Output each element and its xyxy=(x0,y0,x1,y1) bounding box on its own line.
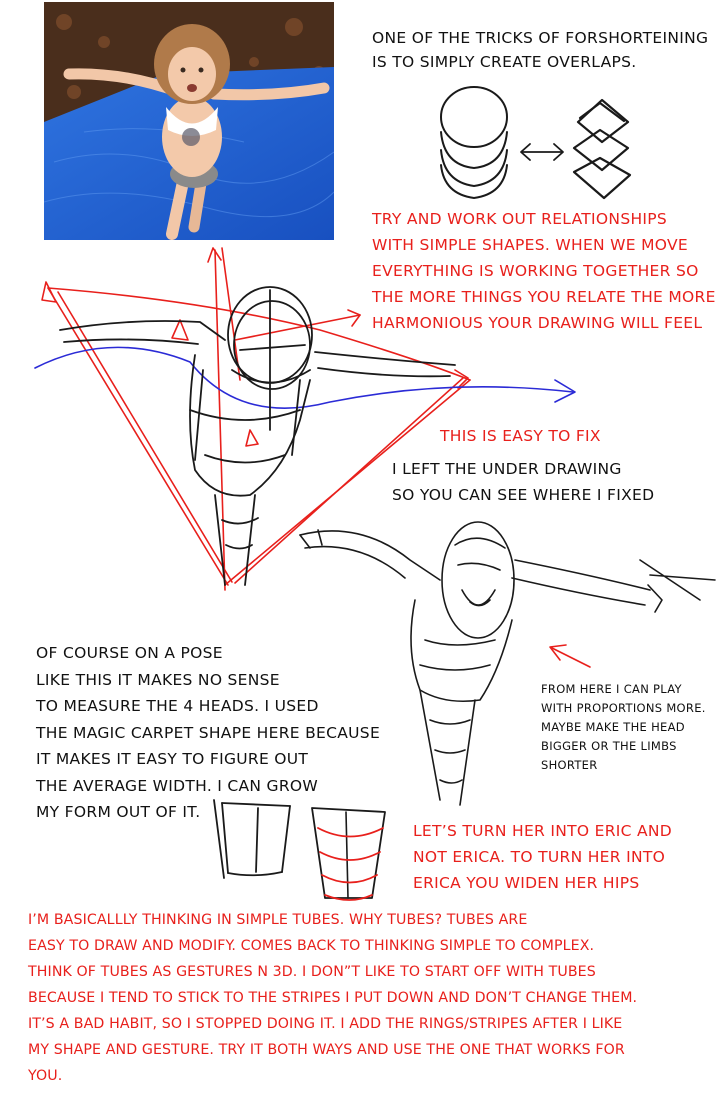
tubes-line: YOU. xyxy=(28,1068,63,1084)
tubes-line: MY SHAPE AND GESTURE. TRY IT BOTH WAYS AND USE THE ONE THAT WORKS FOR xyxy=(28,1042,625,1058)
eric-line: LET’S TURN HER INTO ERIC AND xyxy=(413,822,673,840)
tubes-line: THINK OF TUBES AS GESTURES N 3D. I DON”T LIKE TO START OFF WITH TUBES xyxy=(28,964,596,980)
overlap-diamonds-sketch xyxy=(574,100,630,198)
proportions-arrow xyxy=(550,645,590,667)
pose-line: OF COURSE ON A POSE xyxy=(36,644,223,662)
intro-note xyxy=(372,26,708,74)
pose-line: MY FORM OUT OF IT. xyxy=(36,803,201,821)
fix-line: SO YOU CAN SEE WHERE I FIXED xyxy=(392,486,655,504)
pose-line: TO MEASURE THE 4 HEADS. I USED xyxy=(36,697,319,715)
relationships-line: THE MORE THINGS YOU RELATE THE MORE xyxy=(372,288,716,306)
proportions-line: SHORTER xyxy=(541,758,598,772)
fix-note xyxy=(392,456,654,508)
tubes-line: BECAUSE I TEND TO STICK TO THE STRIPES I PUT DOWN AND DON’T CHANGE THEM. xyxy=(28,990,638,1006)
proportions-line: MAYBE MAKE THE HEAD xyxy=(541,720,685,734)
fix-heading: THIS IS EASY TO FIX xyxy=(440,427,601,445)
eric-line: NOT ERICA. TO TURN HER INTO xyxy=(413,848,666,866)
relationships-line: EVERYTHING IS WORKING TOGETHER SO xyxy=(372,262,699,280)
eric-note xyxy=(413,818,672,896)
eric-line: ERICA YOU WIDEN HER HIPS xyxy=(413,874,640,892)
tubes-paragraph xyxy=(28,907,637,1089)
relationships-line: HARMONIOUS YOUR DRAWING WILL FEEL xyxy=(372,314,703,332)
proportions-line: FROM HERE I CAN PLAY xyxy=(541,682,682,696)
tubes-line: I’M BASICALLLY THINKING IN SIMPLE TUBES. WHY TUBES? TUBES ARE xyxy=(28,912,528,928)
tubes-line: EASY TO DRAW AND MODIFY. COMES BACK TO THINKING SIMPLE TO COMPLEX. xyxy=(28,938,595,954)
proportions-note xyxy=(541,680,706,775)
pose-line: THE MAGIC CARPET SHAPE HERE BECAUSE xyxy=(36,723,381,742)
proportions-line: BIGGER OR THE LIMBS xyxy=(541,739,677,753)
overlap-circles-sketch xyxy=(441,87,507,198)
pose-line: THE AVERAGE WIDTH. I CAN GROW xyxy=(36,776,319,795)
pose-line: IT MAKES IT EASY TO FIGURE OUT xyxy=(36,750,309,768)
relationships-note xyxy=(372,206,716,336)
pose-line: LIKE THIS IT MAKES NO SENSE xyxy=(36,670,280,689)
proportions-line: WITH PROPORTIONS MORE. xyxy=(541,701,706,715)
intro-line: IS TO SIMPLY CREATE OVERLAPS. xyxy=(372,53,637,71)
fix-line: I LEFT THE UNDER DRAWING xyxy=(392,460,622,478)
pose-note xyxy=(36,640,380,826)
tubes-line: IT’S A BAD HABIT, SO I STOPPED DOING IT. I ADD THE RINGS/STRIPES AFTER I LIKE xyxy=(28,1016,623,1032)
relationships-line: TRY AND WORK OUT RELATIONSHIPS xyxy=(372,210,668,228)
relationships-line: WITH SIMPLE SHAPES. WHEN WE MOVE xyxy=(372,236,689,254)
intro-line: ONE OF THE TRICKS OF FORSHORTEINING xyxy=(372,29,709,47)
double-arrow-icon xyxy=(521,144,563,160)
